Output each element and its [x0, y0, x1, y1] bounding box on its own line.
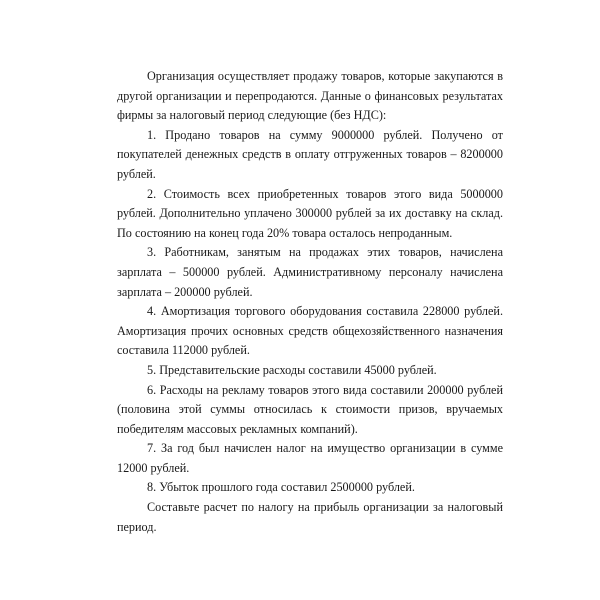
item-2-goods-cost: 2. Стоимость всех приобретенных товаров этого вида 5000000 рублей. Дополнительно уплачено 300000 рублей за их доставку на склад. По состоянию на конец года 20% товара осталось непроданным.: [117, 186, 503, 240]
intro-paragraph: Организация осуществляет продажу товаров, которые закупаются в другой организации и перепродаются. Данные о финансовых результатах фирмы за налоговый период следующие (без НДС):: [117, 69, 503, 123]
document-page: [117, 67, 503, 537]
item-3-salaries: 3. Работникам, занятым на продажах этих товаров, начислена зарплата – 500000 рублей. Административному персоналу начислена зарплата – 200000 рублей.: [117, 245, 503, 299]
item-5-entertainment: 5. Представительские расходы составили 45000 рублей.: [147, 362, 437, 377]
item-7-property-tax: 7. За год был начислен налог на имущество организации в сумме 12000 рублей.: [117, 441, 503, 475]
task-instruction: Составьте расчет по налогу на прибыль организации за налоговый период.: [117, 500, 503, 534]
item-1-sales: 1. Продано товаров на сумму 9000000 рублей. Получено от покупателей денежных средств в оплату отгруженных товаров – 8200000 рублей.: [117, 127, 503, 181]
item-4-depreciation: 4. Амортизация торгового оборудования составила 228000 рублей. Амортизация прочих основных средств общехозяйственного назначения составила 112000 рублей.: [117, 304, 503, 358]
item-6-advertising: 6. Расходы на рекламу товаров этого вида составили 200000 рублей (половина этой суммы относилась к стоимости призов, вручаемых победителям массовых рекламных компаний).: [117, 382, 503, 436]
item-8-prior-loss: 8. Убыток прошлого года составил 2500000 рублей.: [147, 480, 415, 495]
